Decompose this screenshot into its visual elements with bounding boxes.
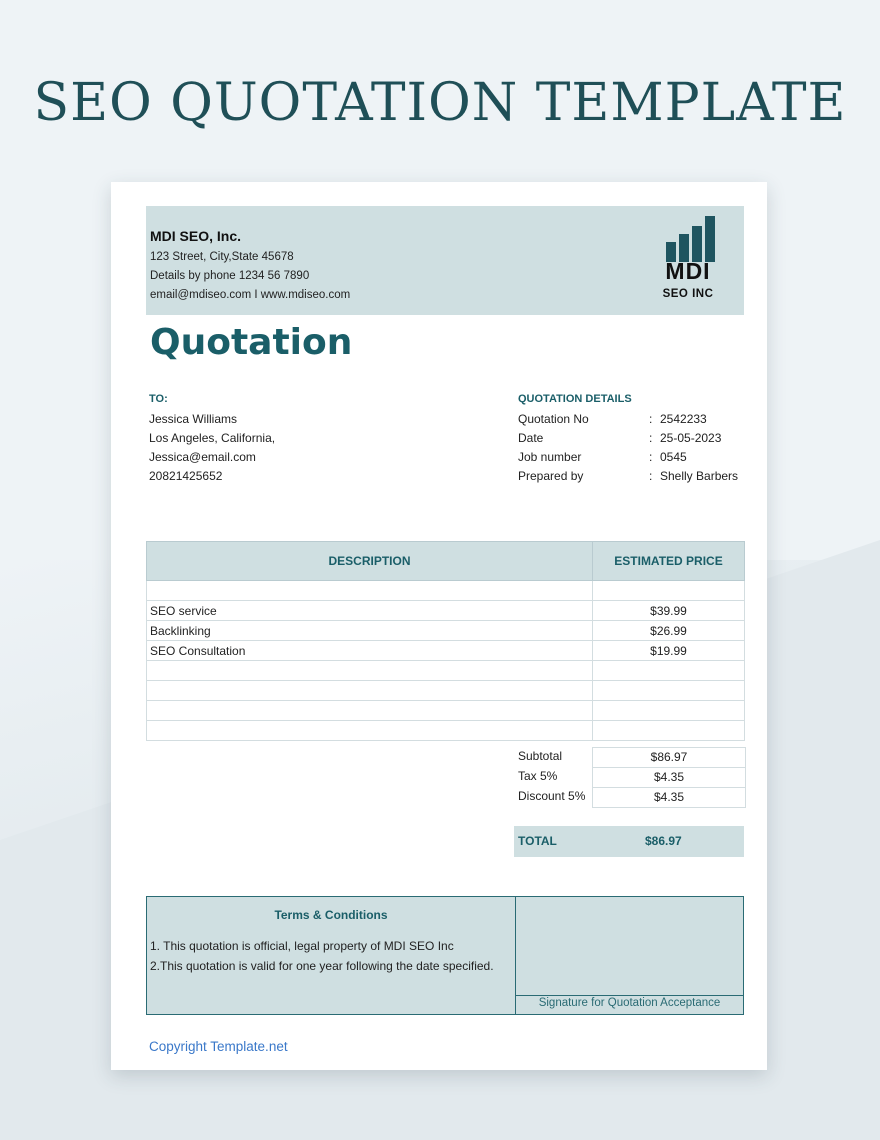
quotation-document	[111, 182, 767, 1070]
logo-bar	[692, 226, 702, 262]
items-table	[146, 541, 745, 741]
logo-text: MDI	[665, 258, 711, 284]
total-label: TOTAL	[518, 834, 557, 848]
table-row	[147, 661, 745, 681]
terms-box	[146, 896, 744, 1015]
item-description: SEO service	[147, 601, 593, 621]
company-address: 123 Street, City,State 45678	[150, 251, 294, 263]
company-phone: Details by phone 1234 56 7890	[150, 270, 310, 282]
item-description	[147, 581, 593, 601]
discount-value: $4.35	[592, 787, 746, 808]
detail-key: Prepared by	[518, 469, 584, 483]
detail-value: 2542233	[660, 412, 707, 426]
item-price: $19.99	[593, 641, 745, 661]
detail-separator: :	[649, 469, 653, 483]
item-price: $26.99	[593, 621, 745, 641]
detail-key: Job number	[518, 450, 582, 464]
item-description	[147, 721, 593, 741]
item-description: SEO Consultation	[147, 641, 593, 661]
detail-separator: :	[649, 450, 653, 464]
table-row	[147, 621, 745, 641]
signature-line	[516, 995, 743, 996]
item-description	[147, 681, 593, 701]
item-price	[593, 721, 745, 741]
item-price: $39.99	[593, 601, 745, 621]
table-row	[147, 701, 745, 721]
total-bar	[514, 826, 744, 857]
subtotal-value: $86.97	[592, 747, 746, 768]
client-phone: 20821425652	[149, 469, 223, 483]
item-price	[593, 581, 745, 601]
detail-value: 25-05-2023	[660, 431, 722, 445]
table-header-row	[147, 542, 745, 581]
table-row	[147, 581, 745, 601]
bar-chart-icon	[666, 216, 716, 262]
detail-value: 0545	[660, 450, 687, 464]
company-contact: email@mdiseo.com I www.mdiseo.com	[150, 289, 351, 301]
detail-key: Quotation No	[518, 412, 589, 426]
item-price	[593, 661, 745, 681]
item-description: Backlinking	[147, 621, 593, 641]
terms-title: Terms & Conditions	[274, 908, 388, 922]
item-price	[593, 701, 745, 721]
company-header	[146, 206, 744, 315]
to-label: TO:	[149, 393, 168, 405]
tax-label: Tax 5%	[518, 769, 558, 783]
item-description	[147, 661, 593, 681]
discount-label: Discount 5%	[518, 789, 586, 803]
detail-separator: :	[649, 412, 653, 426]
page-title: SEO QUOTATION TEMPLATE	[33, 73, 847, 133]
copyright-text: Copyright Template.net	[149, 1039, 288, 1054]
client-address: Los Angeles, California,	[149, 431, 276, 445]
terms-line: 1. This quotation is official, legal property of MDI SEO Inc	[150, 939, 454, 953]
description-header: DESCRIPTION	[147, 542, 593, 581]
logo-subtext: SEO INC	[662, 288, 714, 300]
detail-separator: :	[649, 431, 653, 445]
company-name: MDI SEO, Inc.	[150, 228, 242, 244]
detail-value: Shelly Barbers	[660, 469, 739, 483]
total-value: $86.97	[645, 834, 682, 848]
terms-line: 2.This quotation is valid for one year following the date specified.	[150, 959, 494, 973]
item-price	[593, 681, 745, 701]
client-name: Jessica Williams	[149, 412, 238, 426]
detail-key: Date	[518, 431, 544, 445]
signature-label: Signature for Quotation Acceptance	[538, 997, 721, 1009]
tax-value: $4.35	[592, 767, 746, 788]
document-title: Quotation	[150, 322, 353, 363]
table-row	[147, 681, 745, 701]
subtotal-label: Subtotal	[518, 749, 563, 763]
quotation-details-label: QUOTATION DETAILS	[518, 393, 632, 405]
table-row	[147, 601, 745, 621]
table-row	[147, 641, 745, 661]
client-email: Jessica@email.com	[149, 450, 256, 464]
price-header: ESTIMATED PRICE	[593, 542, 745, 581]
table-row	[147, 721, 745, 741]
item-description	[147, 701, 593, 721]
logo-bar	[705, 216, 715, 262]
